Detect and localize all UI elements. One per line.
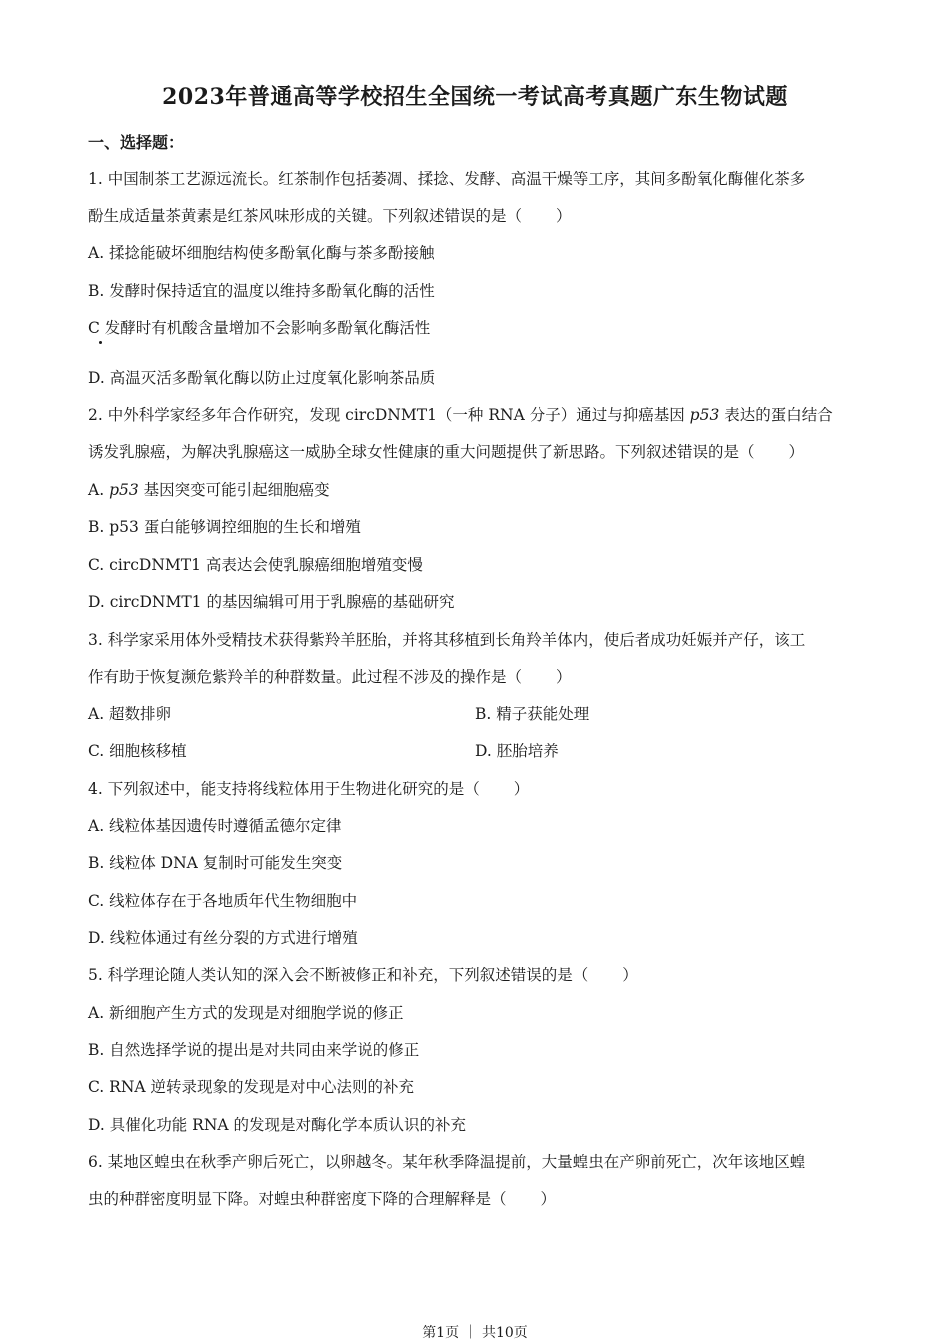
q2-option-d: D. circDNMT1 的基因编辑可用于乳腺癌的基础研究 — [88, 593, 455, 611]
q2-paren-close: ） — [788, 443, 805, 461]
q3-option-a: A. 超数排卵 — [88, 705, 172, 723]
q5-option-c: C. RNA 逆转录现象的发现是对中心法则的补充 — [88, 1078, 415, 1096]
q1-stem-line1: 1. 中国制茶工艺源远流长。红茶制作包括萎凋、揉捻、发酵、高温干燥等工序，其间多酚氧化酶催化茶多 — [88, 170, 806, 188]
q2-option-a-text: 基因突变可能引起细胞癌变 — [138, 481, 330, 499]
q1-option-c: C 发酵时有机酸含量增加不会影响多酚氧化酶活性 — [88, 319, 431, 337]
q3-paren-close: ） — [556, 668, 572, 686]
q6-stem-text: 虫的种群密度明显下降。对蝗虫种群密度下降的合理解释是（ — [88, 1190, 507, 1208]
section-heading: 一、选择题： — [88, 133, 185, 152]
q2-stem-part1: 2. 中外科学家经多年合作研究，发现 circDNMT1（一种 RNA 分子）通过与抑癌基因 — [88, 406, 690, 424]
q5-option-d: D. 具催化功能 RNA 的发现是对酶化学本质认识的补充 — [88, 1116, 467, 1134]
q2-option-c: C. circDNMT1 高表达会使乳腺癌细胞增殖变慢 — [88, 556, 423, 574]
q3-option-b: B. 精子获能处理 — [475, 705, 590, 723]
q5-paren-close: ） — [622, 966, 638, 984]
q6-stem-line2 — [88, 1189, 556, 1209]
q1-option-d: D. 高温灭活多酚氧化酶以防止过度氧化影响茶品质 — [88, 369, 436, 387]
q1-option-b: B. 发酵时保持适宜的温度以维持多酚氧化酶的活性 — [88, 282, 435, 300]
q4-stem-text: 4. 下列叙述中，能支持将线粒体用于生物进化研究的是（ — [88, 780, 480, 798]
q2-gene-name: p53 — [689, 406, 720, 424]
page-title: 2023年普通高等学校招生全国统一考试高考真题广东生物试题 — [162, 84, 788, 110]
q5-option-b: B. 自然选择学说的提出是对共同由来学说的修正 — [88, 1041, 420, 1059]
q1-paren-close: ） — [556, 207, 572, 225]
q2-option-b: B. p53 蛋白能够调控细胞的生长和增殖 — [88, 518, 361, 536]
q6-paren-close: ） — [540, 1190, 557, 1208]
q3-stem-text: 作有助于恢复濒危紫羚羊的种群数量。此过程不涉及的操作是（ — [88, 668, 523, 686]
q1-option-a: A. 揉捻能破坏细胞结构使多酚氧化酶与茶多酚接触 — [88, 244, 435, 262]
q2-stem-line2 — [88, 442, 804, 462]
q3-stem-line1: 3. 科学家采用体外受精技术获得紫羚羊胚胎，并将其移植到长角羚羊体内，使后者成功妊娠并产仔，该工 — [88, 631, 806, 649]
q5-option-a: A. 新细胞产生方式的发现是对细胞学说的修正 — [88, 1004, 404, 1022]
q2-option-a-gene: p53 — [109, 481, 139, 499]
stray-dot-mark — [99, 341, 102, 344]
q5-stem-text: 5. 科学理论随人类认知的深入会不断被修正和补充，下列叙述错误的是（ — [88, 966, 589, 984]
q2-option-a-label: A. — [88, 481, 110, 499]
q4-paren-close: ） — [513, 780, 530, 798]
q3-option-c: C. 细胞核移植 — [88, 742, 187, 760]
q4-option-c: C. 线粒体存在于各地质年代生物细胞中 — [88, 892, 358, 910]
q4-option-d: D. 线粒体通过有丝分裂的方式进行增殖 — [88, 929, 358, 947]
q2-stem-part2: 表达的蛋白结合 — [719, 406, 833, 424]
q3-option-d: D. 胚胎培养 — [475, 742, 559, 760]
page-footer: 第1页 ｜ 共10页 — [422, 1325, 528, 1341]
q2-stem-line1 — [88, 405, 833, 425]
q4-option-b: B. 线粒体 DNA 复制时可能发生突变 — [88, 854, 343, 872]
q1-stem-text: 酚生成适量茶黄素是红茶风味形成的关键。下列叙述错误的是（ — [88, 207, 523, 225]
q4-option-a: A. 线粒体基因遗传时遵循孟德尔定律 — [88, 817, 342, 835]
q5-stem — [88, 965, 638, 985]
q3-stem-line2 — [88, 667, 572, 687]
q2-stem-text: 诱发乳腺癌，为解决乳腺癌这一威胁全球女性健康的重大问题提供了新思路。下列叙述错误的是（ — [88, 443, 755, 461]
q1-stem-line2 — [88, 206, 572, 226]
q6-stem-line1: 6. 某地区蝗虫在秋季产卵后死亡，以卵越冬。某年秋季降温提前，大量蝗虫在产卵前死亡，次年该地区蝗 — [88, 1153, 806, 1171]
q2-option-a — [88, 480, 330, 500]
q4-stem — [88, 779, 529, 799]
